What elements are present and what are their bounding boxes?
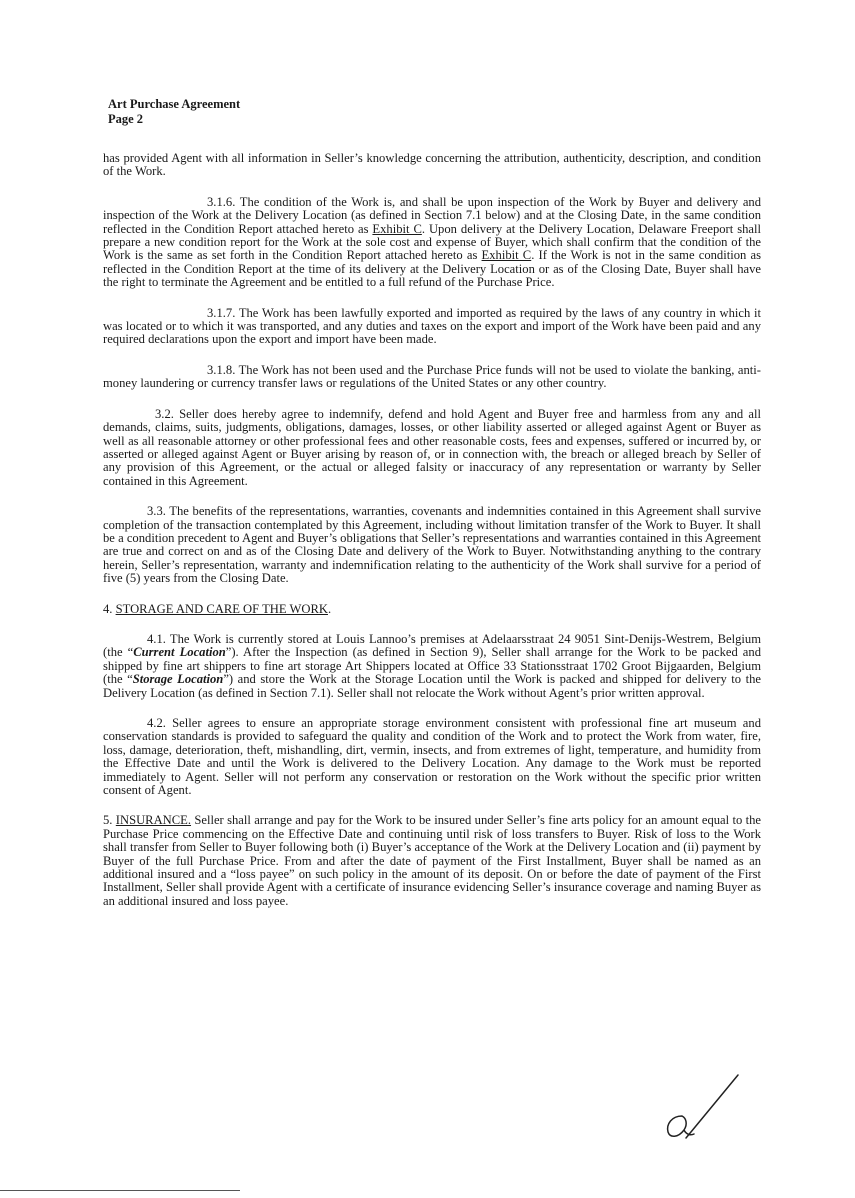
exhibit-c-reference: Exhibit C <box>372 221 422 236</box>
clause-3-1-8: 3.1.8. The Work has not been used and the Purchase Price funds will not be used to violate the banking, anti-money laundering or currency transfer laws or regulations of the United States or any other country. <box>103 362 761 391</box>
exhibit-c-reference: Exhibit C <box>481 248 532 263</box>
clause-3-1-6: 3.1.6. The condition of the Work is, and shall be upon inspection of the Work by Buyer and delivery and inspection of the Work at the Delivery Location (as defined in Section 7.1 below) and at the Closing Date, in the same condition reflected in the Condition Report attached hereto as Exhibit C. Upon delivery at the Delivery Location, Delaware Freeport shall prepare a new condition report for the Work at the sole cost and expense of Buyer, which shall confirm that the condition of the Work is the same as set forth in the Condition Report attached hereto as Exhibit C. If the Work is not in the same condition as reflected in the Condition Report at the time of its delivery at the Delivery Location or as of the Closing Date, Buyer shall have the right to terminate the Agreement and be entitled to a full refund of the Purchase Price. <box>103 194 761 290</box>
clause-3-3: 3.3. The benefits of the representations, warranties, covenants and indemnities contained in this Agreement shall survive completion of the transaction contemplated by this Agreement, including without limitation transfer of the Work to Buyer. It shall be a condition precedent to Agent and Buyer’s obligations that Seller’s representations and warranties contained in this Agreement are true and correct on and as of the Closing Date and delivery of the Work to Buyer. Notwithstanding anything to the contrary herein, Seller’s representation, warranty and indemnification relating to the authenticity of the Work shall survive for a period of five (5) years from the Closing Date. <box>103 504 761 586</box>
clause-4-2: 4.2. Seller agrees to ensure an appropriate storage environment consistent with professional fine art museum and conservation standards is provided to safeguard the quality and condition of the Work and to protect the Work from water, fire, loss, damage, deterioration, theft, mishandling, dirt, vermin, insects, and from extremes of light, temperature, and humidity from the Effective Date and until the Work is delivered to the Delivery Location. Any damage to the Work must be reported immediately to Agent. Seller will not perform any conservation or restoration on the Work without the specific prior written consent of Agent. <box>103 716 761 798</box>
section-4-heading: 4. STORAGE AND CARE OF THE WORK. <box>103 601 332 616</box>
section-4-title: STORAGE AND CARE OF THE WORK <box>115 601 328 616</box>
signature-initials <box>660 1072 740 1142</box>
page-number: Page 2 <box>108 112 144 126</box>
bottom-edge-line <box>0 1190 240 1191</box>
clause-3-2: 3.2. Seller does hereby agree to indemnify, defend and hold Agent and Buyer free and harmless from any and all demands, claims, suits, judgments, obligations, damages, losses, or other liability asserted or alleged against Agent or Buyer as well as all reasonable attorney or other professional fees and other reasonable costs, fees and expenses, suffered or incurred by, or asserted or alleged against Agent or Buyer arising by reason of, or in connection with, the breach or alleged breach by Seller of any provision of this Agreement, or the actual or alleged falsity or inaccuracy of any representation or warranty by Seller contained in this Agreement. <box>103 406 761 488</box>
defined-term-storage-location: Storage Location <box>132 672 224 687</box>
page-header <box>108 97 240 127</box>
paragraph-continuation: has provided Agent with all information in Seller’s knowledge concerning the attribution, authenticity, description, and condition of the Work. <box>103 151 761 179</box>
clause-4-1: 4.1. The Work is currently stored at Louis Lannoo’s premises at Adelaarsstraat 24 9051 Sint-Denijs-Westrem, Belgium (the “Current Location”). After the Inspection (as defined in Section 9), Seller shall arrange for the Work to be packed and shipped by fine art shippers to fine art storage Art Shippers located at Office 33 Stationsstraat 1702 Groot Bijgaarden, Belgium (the “Storage Location”) and store the Work at the Storage Location until the Work is packed and shipped for delivery to the Delivery Location (as defined in Section 7.1). Seller shall not relocate the Work without Agent’s prior written approval. <box>103 631 761 700</box>
section-5-title: INSURANCE. <box>115 813 192 828</box>
defined-term-current-location: Current Location <box>133 645 226 660</box>
section-5-insurance: 5. INSURANCE. Seller shall arrange and pay for the Work to be insured under Seller’s fine arts policy for an amount equal to the Purchase Price commencing on the Effective Date and continuing until risk of loss transfers to Buyer. Risk of loss to the Work shall transfer from Seller to Buyer following both (i) Buyer’s acceptance of the Work at the Delivery Location and (ii) payment by Buyer of the full Purchase Price. From and after the date of payment of the First Installment, Buyer shall be named as an additional insured and a “loss payee” on such policy in the amount of its deposit. On or before the date of payment of the First Installment, Seller shall provide Agent with a certificate of insurance evidencing Seller’s insurance coverage and naming Buyer as an additional insured and loss payee. <box>103 813 762 908</box>
clause-3-1-7: 3.1.7. The Work has been lawfully exported and imported as required by the laws of any country in which it was located or to which it was transported, and any duties and taxes on the export and import of the Work have been paid and any required declarations upon the export and import have been made. <box>103 305 761 347</box>
document-title: Art Purchase Agreement <box>108 97 241 111</box>
document-body <box>103 152 761 925</box>
